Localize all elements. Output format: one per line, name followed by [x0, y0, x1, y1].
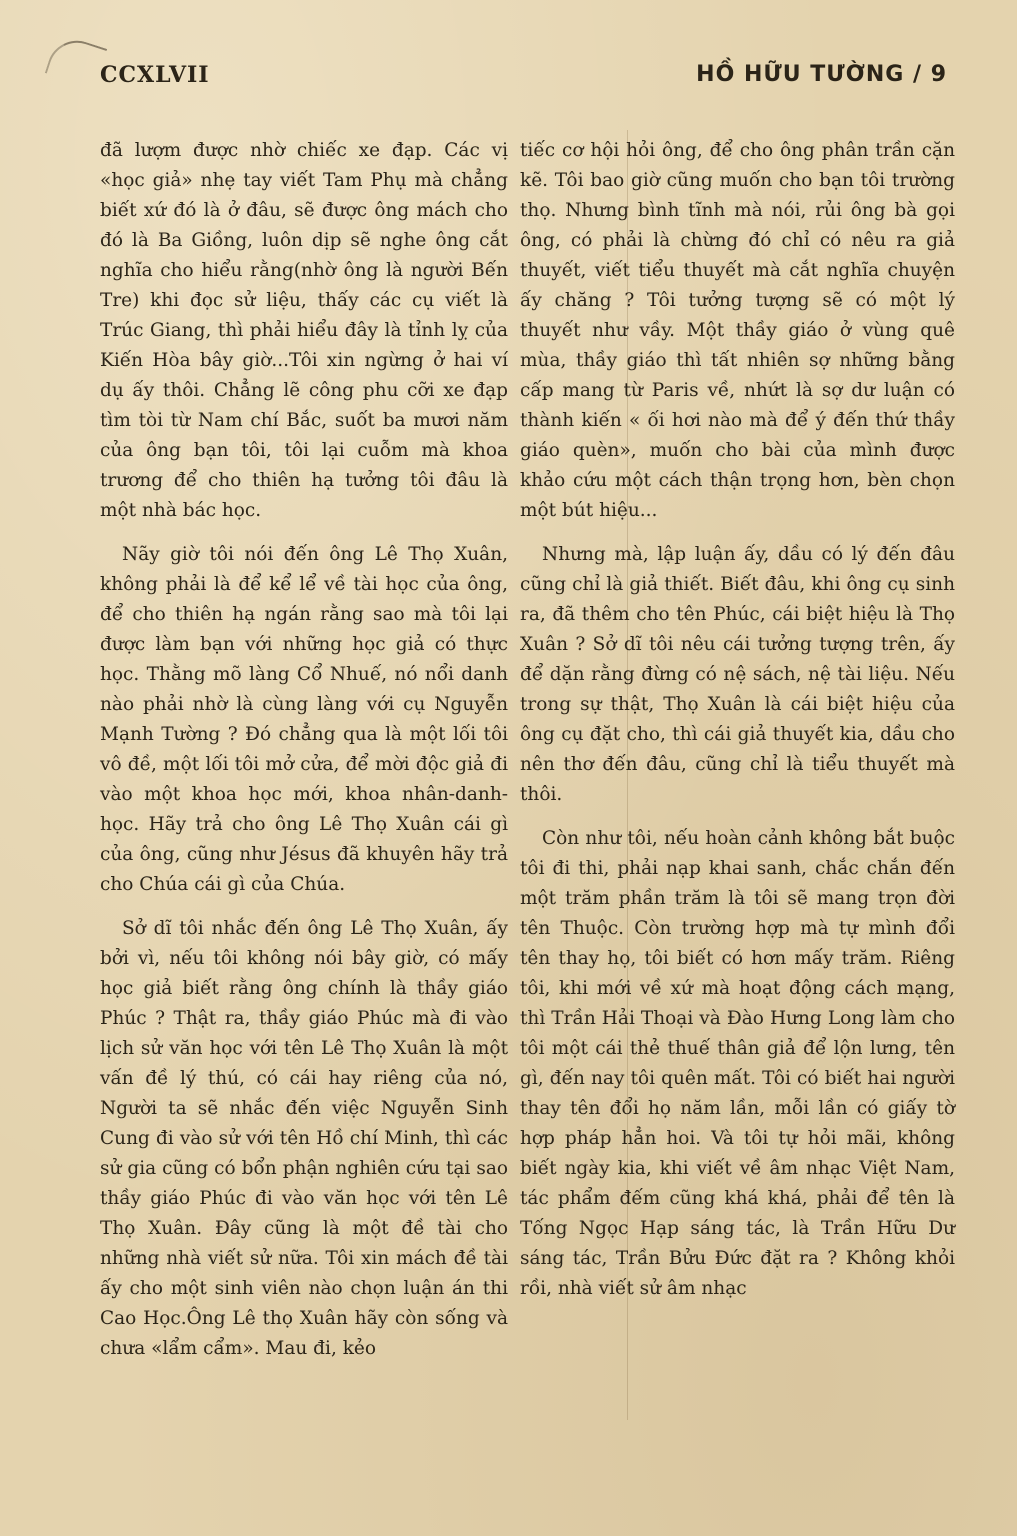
paragraph: Nhưng mà, lập luận ấy, dầu có lý đến đâu cũng chỉ là giả thiết. Biết đâu, khi ông cụ sinh ra, đã thêm cho tên Phúc, cái biệt hiệu là Thọ Xuân ? Sở dĩ tôi nêu cái tưởng tượng trên, ấy để dặn rằng đừng có nệ sách, nệ tài liệu. Nếu trong sự thật, Thọ Xuân là cái biệt hiệu của ông cụ đặt cho, thì cái giả thuyết kia, dầu cho nên thơ đến đâu, cũng chỉ là tiểu thuyết mà thôi. [520, 544, 955, 805]
right-column [520, 136, 955, 1318]
running-header-author: HỒ HỮU TƯỜNG / 9 [696, 62, 947, 87]
paragraph: đã lượm được nhờ chiếc xe đạp. Các vị «học giả» nhẹ tay viết Tam Phụ mà chẳng biết xứ đó là ở đâu, sẽ được ông mách cho đó là Ba Giồng, luôn dịp sẽ nghe ông cắt nghĩa cho hiểu rằng(nhờ ông là người Bến Tre) khi đọc sử liệu, thấy các cụ viết là Trúc Giang, thì phải hiểu đây là tỉnh lỵ của Kiến Hòa bây giờ...Tôi xin ngừng ở hai ví dụ ấy thôi. Chẳng lẽ công phu cỡi xe đạp tìm tòi từ Nam chí Bắc, suốt ba mươi năm của ông bạn tôi, tôi lại cuỗm mà khoa trương để cho thiên hạ tưởng tôi đâu là một nhà bác học. [100, 140, 508, 521]
page-number-roman: CCXLVII [100, 62, 210, 88]
paragraph: tiếc cơ hội hỏi ông, để cho ông phân trần cặn kẽ. Tôi bao giờ cũng muốn cho bạn tôi trường thọ. Nhưng bình tĩnh mà nói, rủi ông bà gọi ông, có phải là chừng đó chỉ có nêu ra giả thuyết, viết tiểu thuyết mà cắt nghĩa chuyện ấy chăng ? Tôi tưởng tượng sẽ có một lý thuyết như vầy. Một thầy giáo ở vùng quê mùa, thầy giáo thì tất nhiên sợ những bằng cấp mang từ Paris về, nhứt là sợ dư luận có thành kiến « ối hơi nào mà để ý đến thứ thầy giáo quèn», muốn cho bài của mình được khảo cứu một cách thận trọng hơn, bèn chọn một bút hiệu... [520, 140, 955, 521]
paragraph: Còn như tôi, nếu hoàn cảnh không bắt buộc tôi đi thi, phải nạp khai sanh, chắc chắn đến một trăm phần trăm là tôi sẽ mang trọn đời tên Thuộc. Còn trường hợp mà tự mình đổi tên thay họ, tôi biết có hơn mấy trăm. Riêng tôi, khi mới về xứ mà hoạt động cách mạng, thì Trần Hải Thoại và Đào Hưng Long làm cho tôi một cái thẻ thuế thân giả để lộn lưng, tên gì, đến nay tôi quên mất. Tôi có biết hai người thay tên đổi họ năm lần, mỗi lần có giấy tờ hợp pháp hẳn hoi. Và tôi tự hỏi mãi, không biết ngày kia, khi viết về âm nhạc Việt Nam, tác phẩm đếm cũng khá khá, phải để tên là Tống Ngọc Hạp sáng tác, là Trần Hữu Dư sáng tác, Trần Bửu Đức đặt ra ? Không khỏi rồi, nhà viết sử âm nhạc [520, 828, 955, 1299]
paragraph: Sở dĩ tôi nhắc đến ông Lê Thọ Xuân, ấy bởi vì, nếu tôi không nói bây giờ, có mấy học giả biết rằng ông chính là thầy giáo Phúc ? Thật ra, thầy giáo Phúc mà đi vào lịch sử văn học với tên Lê Thọ Xuân là một vấn đề lý thú, có cái hay riêng của nó, Người ta sẽ nhắc đến việc Nguyễn Sinh Cung đi vào sử với tên Hồ chí Minh, thì các sử gia cũng có bổn phận nghiên cứu tại sao thầy giáo Phúc đi vào văn học với tên Lê Thọ Xuân. Đây cũng là một đề tài cho những nhà viết sử nữa. Tôi xin mách đề tài ấy cho một sinh viên nào chọn luận án thi Cao Học.Ông Lê thọ Xuân hãy còn sống và chưa «lẩm cẩm». Mau đi, kẻo [100, 918, 508, 1359]
pencil-mark [45, 33, 107, 89]
paragraph: Nãy giờ tôi nói đến ông Lê Thọ Xuân, không phải là để kể lể về tài học của ông, để cho thiên hạ ngán rằng sao mà tôi lại được làm bạn với những học giả có thực học. Thằng mõ làng Cổ Nhuế, nó nổi danh nào phải nhờ là cùng làng với cụ Nguyễn Mạnh Tường ? Đó chẳng qua là một lối tôi vô đề, một lối tôi mở cửa, để mời độc giả đi vào một khoa học mới, khoa nhân-danh-học. Hãy trả cho ông Lê Thọ Xuân cái gì của ông, cũng như Jésus đã khuyên hãy trả cho Chúa cái gì của Chúa. [100, 544, 508, 895]
left-column [100, 136, 508, 1378]
